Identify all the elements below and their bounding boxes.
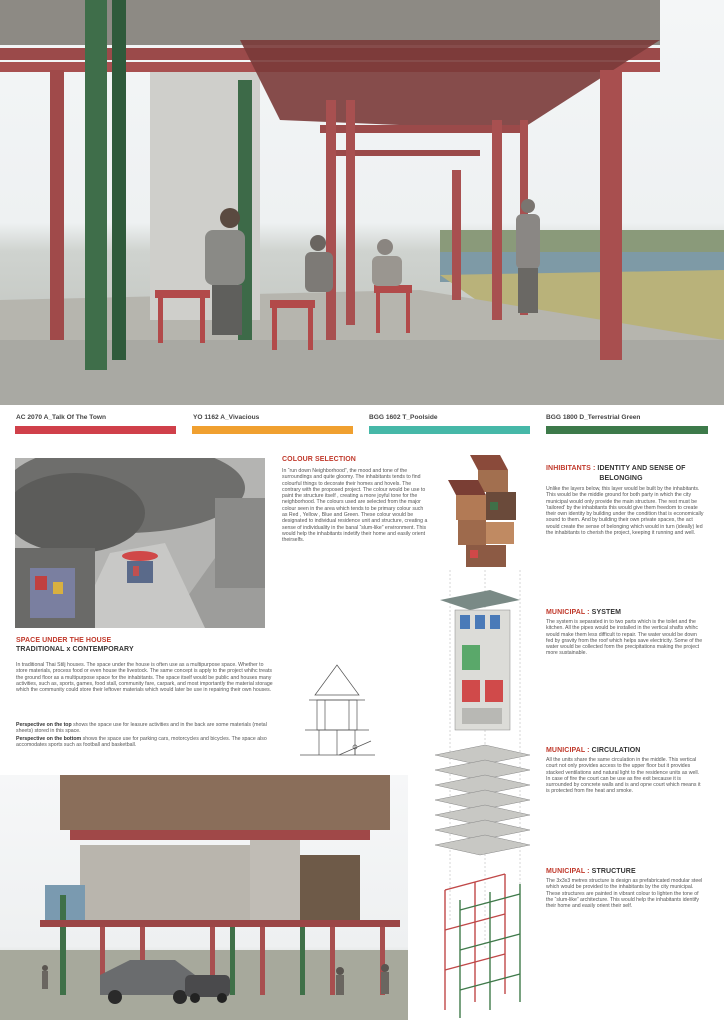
perspective-bottom-text: shows the space use for parking cars, motorcycles and bicycles. The space also accomodates sports such as football and basketball.: [16, 736, 267, 749]
perspective-top-lead: Perspective on the top: [16, 722, 72, 728]
system-title-rest: SYSTEM: [589, 609, 622, 616]
swatch-bar-green: [546, 426, 708, 434]
top-perspective-render: [0, 0, 724, 405]
perspective-top-note: [16, 722, 274, 735]
swatch-bar-red: [15, 426, 176, 434]
street-photo: [15, 458, 265, 628]
inhabitants-title-red: INHIBITANTS :: [546, 465, 596, 472]
swatch-label-green: BGG 1800 D_Terrestrial Green: [546, 414, 641, 421]
circulation-layer: [435, 745, 530, 855]
swatch-bar-yellow: [192, 426, 353, 434]
bottom-perspective-render: [0, 775, 408, 1020]
circulation-title-red: MUNICIPAL :: [546, 747, 590, 754]
perspective-bottom-note: [16, 736, 274, 749]
circulation-title: [546, 747, 640, 754]
space-under-body: In traditional Thai Stilj houses. The space under the house is often use as a multipurpose space. Whether to store materials, process food or even house the livestock. The same concept is apply to the project whihc treats the ground floor as a multipurpose space for the inhabitants. The space itself would be public and houses many activities, such as, sports, games, food stall, community fare, carpark, and most importantly the material storage which the community could store their leftover materials which would later be use in repairing their own houses.: [16, 662, 273, 694]
exploded-axonometric: [430, 450, 540, 1020]
inhabitants-title-line2: BELONGING: [599, 475, 643, 482]
structure-title-rest: STRUCTURE: [589, 868, 636, 875]
inhabitants-body: Unlike the layers below, this layer would be built by the inhabitants. This would be the middle ground for both party in which the city municipal would only provide the main structure. The rest must be ‘tailored’ by the inhabitants this would give them freedom to create their own identity by building under the condition that is economically sound to them. And by building their own private spaces, the act would create the sense of belonging which would in turn (ideally) led the inhabitants to cherish the project, keeping it running and well.: [546, 486, 704, 537]
space-under-subtitle: TRADITIONAL x CONTEMPORARY: [16, 646, 134, 653]
section-sketch: [295, 655, 380, 770]
system-title-red: MUNICIPAL :: [546, 609, 590, 616]
structure-title: [546, 868, 636, 875]
structure-body: The 3x3x3 metres structure is design as prefabricated modular steel which would be provided to the inhabitants by the city municipal. These structures are painted in vibrant colour to lighten the tone of the “slum-like” architecture. This would help the inhabitants identify their home and easily orient their self.: [546, 878, 703, 910]
circulation-title-rest: CIRCULATION: [589, 747, 641, 754]
swatch-label-red: AC 2070 A_Talk Of The Town: [16, 414, 107, 421]
inhabitants-title: [546, 465, 716, 472]
swatch-label-teal: BGG 1602 T_Poolside: [369, 414, 438, 421]
perspective-bottom-lead: Perspective on the bottom: [16, 736, 82, 742]
circulation-body: All the units share the same circulation in the middle. This vertical court not only provides access to the upper floor but it provides stacked ventilations and natural light to the residence units as well. In case of fire the court can be use as fire exit because it is surrounded by concrete walls and is and opne court which means it is protected from fire heat and smoke.: [546, 757, 701, 795]
system-body: The system is separated in to two parts which is the toilet and the kitchen. All the pipes would be installed in the vertical shafts whihc would make them less difficult to repair. The water would be down fed by gravity from the roof which helps save electricity. Some of the water would be collected form the precipitations making the project more sustainable.: [546, 619, 703, 657]
perspective-top-text: shows the space use for leasure activities and in the back are some materials (metal sheets) stored in this space.: [16, 722, 267, 735]
inhabitants-title-rest: IDENTITY AND SENSE OF: [595, 465, 686, 472]
system-layer: [440, 590, 520, 730]
swatch-label-yellow: YO 1162 A_Vivacious: [193, 414, 260, 421]
space-under-title: SPACE UNDER THE HOUSE: [16, 637, 112, 644]
structure-title-red: MUNICIPAL :: [546, 868, 590, 875]
inhabitants-layer: [448, 455, 516, 567]
swatch-bar-teal: [369, 426, 530, 434]
system-title: [546, 609, 621, 616]
colour-selection-body: In “run down Neighborhood”, the mood and tone of the surroundings and quite gloomy. The inhabitants tends to find colourful things to decorate their homes and hovels. The contrary with the proposed project. The colour would be use to paint the structure itself , creating a more joyful tone for the neighborhood. The colours used are selected from the major colour seen in the area which tends to be primary colour such as Red , Yellow , Blue and Green. These colour would be designated to individual residence unit and structure, creating a sense of individuality in the banal “slum-like” environment. This would help the inhabitants indetify their home and easily orient theirselfs.: [282, 468, 428, 544]
structure-layer: [445, 874, 520, 1018]
colour-selection-title: COLOUR SELECTION: [282, 456, 356, 463]
